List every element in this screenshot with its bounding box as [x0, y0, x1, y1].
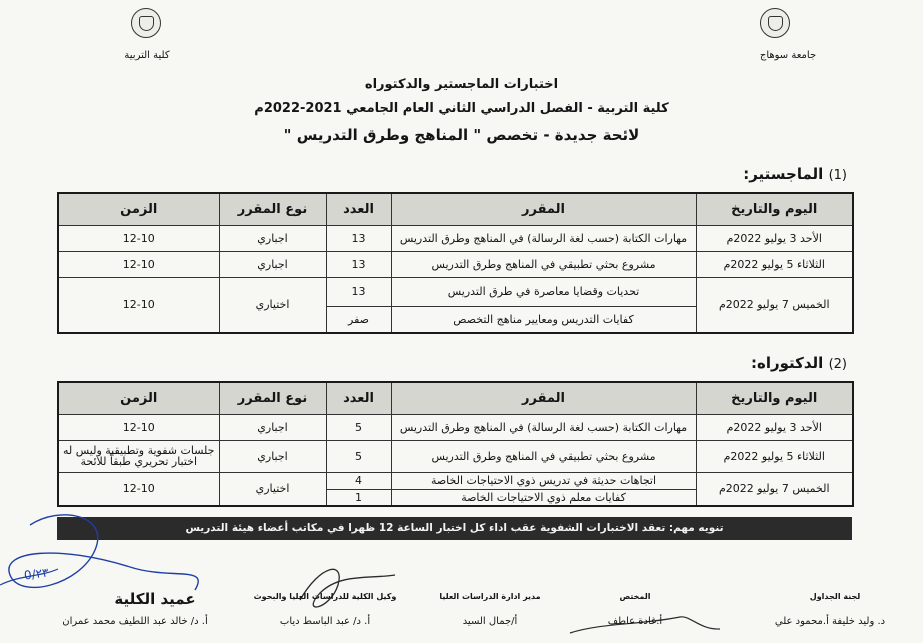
faculty-caption: كلية التربية [124, 50, 170, 61]
col-header-course: المقرر [391, 193, 696, 225]
sig-title-schedules-committee: لجنة الجداول [809, 592, 861, 601]
semester-subtitle: كلية التربية - الفصل الدراسي الثاني العام الجامعي 2021-2022م [254, 101, 669, 116]
faculty-logo-icon [131, 8, 161, 38]
doctorate-section-title: الدكتوراه: [751, 354, 824, 372]
count-cell: 5 [326, 414, 391, 440]
doctorate-section-label [751, 354, 847, 372]
doctorate-schedule-table [57, 381, 854, 507]
time-cell: 12-10 [58, 251, 219, 277]
doctorate-section-number: (2) [828, 357, 847, 372]
type-cell: اجباري [219, 414, 326, 440]
sig-name-vice-dean: أ. د/ عبد الباسط دياب [279, 616, 371, 627]
course-cell: كفايات معلم ذوي الاحتياجات الخاصة [391, 489, 696, 506]
day-cell: الأحد 3 يوليو 2022م [696, 414, 853, 440]
handwritten-note: 0/٢٣ [23, 565, 50, 583]
sig-title-specialist: المختص [619, 592, 651, 601]
sig-name-graduate-admin: أ/جمال السيد [462, 616, 518, 627]
course-cell: اتجاهات حديثة في تدريس ذوي الاحتياجات الخاصة [391, 472, 696, 489]
masters-section-label [743, 165, 847, 183]
specialization-title: لائحة جديدة - تخصص " المناهج وطرق التدريس " [283, 126, 640, 144]
time-cell: 12-10 [58, 414, 219, 440]
table-row [58, 225, 853, 251]
important-notice: تنويه مهم: تعقد الاختبارات الشفوية عقب اداء كل اختبار الساعة 12 ظهرا في مكاتب أعضاء هيئة التدريس [57, 517, 852, 540]
count-cell: 13 [326, 225, 391, 251]
doctorate-header-row [58, 382, 853, 414]
masters-header-row [58, 193, 853, 225]
table-row [58, 440, 853, 472]
table-row [58, 472, 853, 489]
count-cell: 1 [326, 489, 391, 506]
sig-name-schedules-committee: د. وليد خليفة أ.محمود علي [774, 616, 886, 627]
col-header-day: اليوم والتاريخ [696, 193, 853, 225]
type-cell: اختياري [219, 472, 326, 506]
time-cell: 12-10 [58, 277, 219, 333]
course-cell: كفايات التدريس ومعايير مناهج التخصص [391, 306, 696, 333]
table-row [58, 251, 853, 277]
time-cell: 12-10 [58, 472, 219, 506]
count-cell: 5 [326, 440, 391, 472]
col-header-course: المقرر [391, 382, 696, 414]
col-header-type: نوع المقرر [219, 382, 326, 414]
col-header-time: الزمن [58, 382, 219, 414]
count-cell: 13 [326, 251, 391, 277]
table-row [58, 277, 853, 306]
sig-title-vice-dean: وكيل الكلية للدراسات العليا والبحوث [253, 592, 397, 601]
col-header-count: العدد [326, 382, 391, 414]
day-cell: الثلاثاء 5 يوليو 2022م [696, 440, 853, 472]
col-header-count: العدد [326, 193, 391, 225]
course-cell: مشروع بحثي تطبيقي في المناهج وطرق التدريس [391, 251, 696, 277]
time-note-cell: جلسات شفوية وتطبيقية وليس له اختبار تحريري طبقاً للائحة [58, 440, 219, 472]
type-cell: اجباري [219, 225, 326, 251]
masters-schedule-table [57, 192, 854, 334]
sig-name-dean: أ. د/ خالد عبد اللطيف محمد عمران [62, 616, 208, 627]
page-title: اختبارات الماجستير والدكتوراه [364, 77, 559, 92]
day-cell: الخميس 7 يوليو 2022م [696, 277, 853, 333]
day-cell: الثلاثاء 5 يوليو 2022م [696, 251, 853, 277]
course-cell: مهارات الكتابة (حسب لغة الرسالة) في المناهج وطرق التدريس [391, 414, 696, 440]
sig-name-specialist: أ.غادة عاطف [607, 616, 663, 627]
time-cell: 12-10 [58, 225, 219, 251]
col-header-day: اليوم والتاريخ [696, 382, 853, 414]
col-header-time: الزمن [58, 193, 219, 225]
university-caption: جامعة سوهاج [759, 50, 817, 61]
type-cell: اجباري [219, 251, 326, 277]
col-header-type: نوع المقرر [219, 193, 326, 225]
sohag-university-logo-icon [760, 8, 790, 38]
course-cell: تحديات وقضايا معاصرة في طرق التدريس [391, 277, 696, 306]
type-cell: اجباري [219, 440, 326, 472]
masters-section-number: (1) [828, 168, 847, 183]
table-row [58, 414, 853, 440]
count-cell: 13 [326, 277, 391, 306]
sig-title-dean: عميد الكلية [114, 590, 196, 608]
day-cell: الأحد 3 يوليو 2022م [696, 225, 853, 251]
count-cell: صفر [326, 306, 391, 333]
count-cell: 4 [326, 472, 391, 489]
day-cell: الخميس 7 يوليو 2022م [696, 472, 853, 506]
sig-title-graduate-admin: مدير ادارة الدراسات العليا [439, 592, 541, 601]
course-cell: مهارات الكتابة (حسب لغة الرسالة) في المناهج وطرق التدريس [391, 225, 696, 251]
masters-section-title: الماجستير: [743, 165, 824, 183]
course-cell: مشروع بحثي تطبيقي في المناهج وطرق التدريس [391, 440, 696, 472]
type-cell: اختياري [219, 277, 326, 333]
